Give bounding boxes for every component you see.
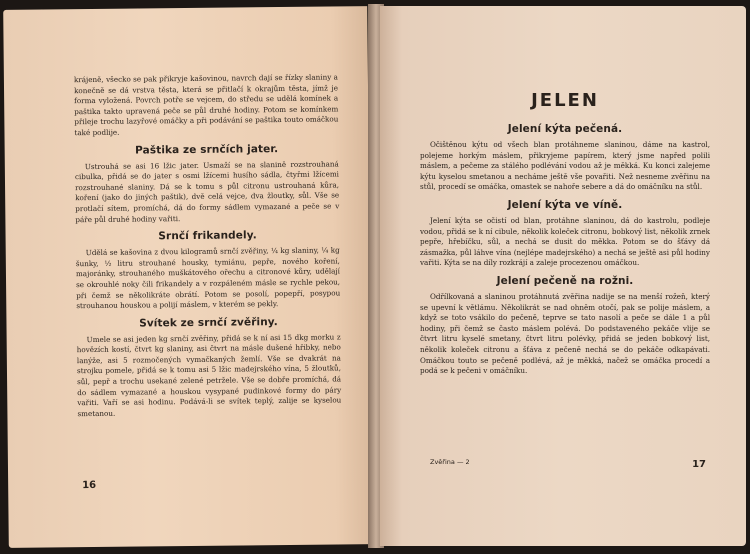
section-title: Srnčí frikandely. xyxy=(158,229,257,243)
right-page xyxy=(380,6,746,546)
paragraph: Odřílkovaná a slaninou protáhnutá zvěřina nadije se na menší rožeň, který se upevní k větlámu. Několikrát se nad ohněm otočí, pak se polije máslem, a když se toto vsákilo do pečeně, teprve se tato nasolí a peče se dále 1 a půl hodiny, při čemž se často máslem polévá. Do podstaveného pekáče vlije se čtvrt litru kyselé smetany, čtvrt litru polévky, přidá se jeden bobkový list, několik koleček citronu a šťáva z pečeně nechá se do pekáče odkapávati. Omáčkou touto se pečeně podlévá, až je měkká, načež se omáčka procedí a podá se k pečeni v omáčníku. xyxy=(420,291,710,376)
page-number: 17 xyxy=(692,459,706,470)
paragraph: Ustrouhá se asi 16 lžic jater. Usmaží se na slanině rozstrouhaná cibulka, přidá se do jater s osmi lžícemi husího sádla, čtyřmi lžícemi rozstrouhané slaniny. Dá se k tomu s půl citronu ustrouhaná kůra, koření (jako do jiných paštik), dvě celá vejce, dva žloutky, sůl. Vše se protlačí sítem, promíchá, dá do formy sádlem vymazané a peče se v páře půl druhé hodiny vařiti. xyxy=(74,158,340,224)
intro-paragraph: krájeně, všecko se pak přikryje kašovinou, navrch dají se řízky slaniny a konečně se dá vrstva těsta, která se přitlačí k okrajům těsta, jímž je forma vyložená. Povrch potře se vejcem, do středu se udělá komínek a paštika takto upravená peče se půl druhé hodiny. Potom se komínkem přileje trochu lazyřové omáčky a při podávání se paštika touto omáčkou také podlije. xyxy=(73,72,339,138)
paragraph: Umele se asi jeden kg srnčí zvěřiny, přidá se k ní asi 15 dkg morku z hovězích kostí, čtvrt kg slaniny, asi čtvrt na másle dušené hřibky, nebo lanýže, asi 5 rozmočených vymačkaných žemlí. Vše se dvakrát na strojku pomele, přidá se k tomu asi 5 lžic madejrského vína, 5 žloutků, sůl, pepř a trochu usekané zelené petržele. Vše se dobře promíchá, dá do sádlem vymazané a houskou vysypané pudinkové formy do páry vařiti. Vaří se asi hodinu. Podává-li se svítek teplý, zalije se kyselou smetanou. xyxy=(76,332,342,419)
chapter-title: JELEN xyxy=(531,90,599,111)
page-number: 16 xyxy=(82,479,97,492)
signature-mark: Zvěřina — 2 xyxy=(430,458,470,466)
paragraph: Udělá se kašovina z dvou kilogramů srnčí zvěřiny, ¼ kg slaniny, ¼ kg šunky, ½ litru strouhané housky, tymiánu, pepře, nového koření, majoránky, strouhaného muškátového ořechu a citronové kůry, udělají se okrouhlé noky čili frikandely a v rozpáleném másle se rychle pekou, při čemž se několikráte obrátí. Potom se posolí, popepří, posypou strouhanou houskou a polijí máslem, v kterém se pekly. xyxy=(75,245,341,311)
section-title: Paštika ze srnčích jater. xyxy=(135,142,279,157)
paragraph: Jelení kýta se očistí od blan, protáhne slaninou, dá do kastrolu, podleje vodou, přidá se k ní cibule, několik koleček citronu, bobkový list, několik zrnek pepře, hřebíčku, sůl, a nechá se dusit do měkka. Potom se do šťávy dá zásmažka, půl láhve vína (nejlépe madejrského) a nechá se ještě asi půl hodiny vařiti. Kýta se na díly rozkrájí a zaleje procezenou omáčkou. xyxy=(420,215,710,268)
section-title: Jelení kýta ve víně. xyxy=(507,198,623,211)
section-title: Svítek ze srnčí zvěřiny. xyxy=(139,315,278,330)
section-title: Jelení kýta pečená. xyxy=(507,123,623,135)
section-title: Jelení pečeně na rožni. xyxy=(496,274,634,287)
left-page xyxy=(3,6,373,548)
paragraph: Očištěnou kýtu od všech blan protáhneme slaninou, dáme na kastrol, polejeme horkým máslem, přikryjeme papírem, který jsme napřed polili máslem, a pečeme za stálého podlévání vodou až je měkká. Ku konci zalejeme kýtu kyselou smetanou a necháme ještě vše povařiti. Než nesneme zvěřinu na stůl, procedí se omáčka, omastek se nahoře sebere a dá do omáčníku na stůl. xyxy=(420,140,710,192)
